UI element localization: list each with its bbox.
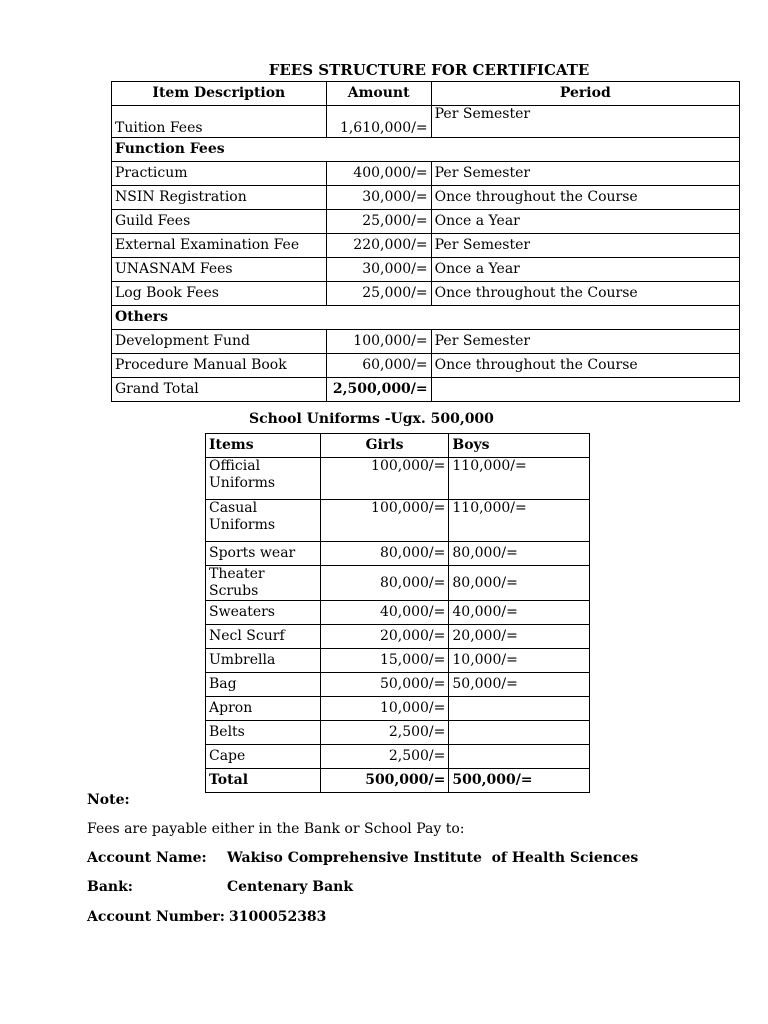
cell-item: Cape: [206, 745, 321, 769]
table-row: [112, 234, 740, 258]
note-text: Fees are payable either in the Bank or School Pay to:: [87, 821, 465, 837]
uniforms-table: [205, 433, 590, 793]
table-header-row: [206, 434, 590, 458]
column-header-amount: Amount: [326, 82, 431, 106]
cell-period: Once a Year: [431, 210, 739, 234]
cell-item: Umbrella: [206, 649, 321, 673]
cell-item: Log Book Fees: [112, 282, 327, 306]
account-name-label: Account Name:: [87, 850, 207, 866]
cell-amount: 220,000/=: [326, 234, 431, 258]
cell-item: Practicum: [112, 162, 327, 186]
cell-item: NSIN Registration: [112, 186, 327, 210]
column-header-girls: Girls: [320, 434, 449, 458]
cell-girls: 100,000/=: [320, 458, 449, 500]
cell-period: Per Semester: [431, 162, 739, 186]
cell-girls: 40,000/=: [320, 601, 449, 625]
cell-boys: [449, 745, 590, 769]
cell-item: Apron: [206, 697, 321, 721]
uniforms-body: [206, 458, 590, 769]
cell-period: Once a Year: [431, 258, 739, 282]
cell-girls: 2,500/=: [320, 721, 449, 745]
cell-period: Once throughout the Course: [431, 354, 739, 378]
cell-girls: 50,000/=: [320, 673, 449, 697]
note-heading: Note:: [87, 792, 130, 808]
grand-total-row: [112, 378, 740, 402]
cell-amount: 2,500,000/=: [326, 378, 431, 402]
cell-girls: 10,000/=: [320, 697, 449, 721]
account-name-value: Wakiso Comprehensive Institute of Health Sciences: [227, 850, 639, 866]
table-row: [206, 458, 590, 500]
table-row: [112, 354, 740, 378]
account-name-line: [87, 850, 638, 866]
other-fees-body: [112, 330, 740, 378]
cell-boys: 110,000/=: [449, 500, 590, 542]
uniforms-title: School Uniforms -Ugx. 500,000: [249, 411, 494, 427]
cell-item: UNASNAM Fees: [112, 258, 327, 282]
cell-item: Necl Scurf: [206, 625, 321, 649]
cell-period: Once throughout the Course: [431, 282, 739, 306]
cell-boys: 110,000/=: [449, 458, 590, 500]
cell-item: Belts: [206, 721, 321, 745]
cell-boys: 10,000/=: [449, 649, 590, 673]
cell-amount: 60,000/=: [326, 354, 431, 378]
cell-item: Guild Fees: [112, 210, 327, 234]
cell-item: Official Uniforms: [206, 458, 321, 500]
cell-amount: 100,000/=: [326, 330, 431, 354]
column-header-item: Item Description: [112, 82, 327, 106]
table-row: [206, 745, 590, 769]
cell-girls: 100,000/=: [320, 500, 449, 542]
cell-amount: 30,000/=: [326, 258, 431, 282]
column-header-boys: Boys: [449, 434, 590, 458]
table-row: [112, 282, 740, 306]
cell-girls: 20,000/=: [320, 625, 449, 649]
cell-item: External Examination Fee: [112, 234, 327, 258]
account-number-label: Account Number:: [87, 909, 225, 925]
page-title: FEES STRUCTURE FOR CERTIFICATE: [268, 61, 590, 79]
section-row-function: [112, 138, 740, 162]
table-row: [206, 673, 590, 697]
cell-boys: 80,000/=: [449, 566, 590, 601]
bank-line: [87, 879, 353, 895]
column-header-items: Items: [206, 434, 321, 458]
table-row: [206, 500, 590, 542]
cell-item: Sports wear: [206, 542, 321, 566]
account-number-value: 3100052383: [229, 909, 327, 925]
table-header-row: [112, 82, 740, 106]
cell-amount: 25,000/=: [326, 282, 431, 306]
table-row: [206, 601, 590, 625]
uniforms-total-row: [206, 769, 590, 793]
column-header-period: Period: [431, 82, 739, 106]
table-row: [206, 566, 590, 601]
cell-boys: 500,000/=: [449, 769, 590, 793]
function-fees-body: [112, 162, 740, 306]
table-row: [206, 721, 590, 745]
table-row: [112, 162, 740, 186]
bank-value: Centenary Bank: [227, 879, 354, 895]
cell-girls: 80,000/=: [320, 542, 449, 566]
cell-boys: [449, 697, 590, 721]
cell-boys: 20,000/=: [449, 625, 590, 649]
cell-girls: 2,500/=: [320, 745, 449, 769]
table-row: [206, 649, 590, 673]
table-row: [206, 697, 590, 721]
cell-period: Per Semester: [431, 330, 739, 354]
table-row: [206, 625, 590, 649]
table-row: [206, 542, 590, 566]
table-row: [112, 330, 740, 354]
cell-item: Sweaters: [206, 601, 321, 625]
cell-item: Procedure Manual Book: [112, 354, 327, 378]
cell-amount: 30,000/=: [326, 186, 431, 210]
cell-item: Bag: [206, 673, 321, 697]
cell-period: [431, 378, 739, 402]
table-row: [112, 210, 740, 234]
cell-item: Tuition Fees: [112, 106, 327, 138]
table-row: [112, 258, 740, 282]
fees-table: [111, 81, 740, 402]
cell-item: Total: [206, 769, 321, 793]
cell-item: Grand Total: [112, 378, 327, 402]
cell-period: Once throughout the Course: [431, 186, 739, 210]
table-row-tuition: [112, 106, 740, 138]
cell-item: Development Fund: [112, 330, 327, 354]
cell-item: Theater Scrubs: [206, 566, 321, 601]
cell-period: Per Semester: [431, 234, 739, 258]
cell-amount: 400,000/=: [326, 162, 431, 186]
cell-boys: 40,000/=: [449, 601, 590, 625]
cell-period: Per Semester: [431, 106, 739, 138]
bank-label: Bank:: [87, 879, 133, 895]
cell-amount: 25,000/=: [326, 210, 431, 234]
section-label-function: Function Fees: [112, 138, 740, 162]
cell-boys: [449, 721, 590, 745]
cell-boys: 80,000/=: [449, 542, 590, 566]
section-row-others: [112, 306, 740, 330]
cell-girls: 15,000/=: [320, 649, 449, 673]
cell-girls: 500,000/=: [320, 769, 449, 793]
section-label-others: Others: [112, 306, 740, 330]
cell-girls: 80,000/=: [320, 566, 449, 601]
table-row: [112, 186, 740, 210]
account-number-line: [87, 909, 326, 925]
cell-amount: 1,610,000/=: [326, 106, 431, 138]
cell-boys: 50,000/=: [449, 673, 590, 697]
cell-item: Casual Uniforms: [206, 500, 321, 542]
